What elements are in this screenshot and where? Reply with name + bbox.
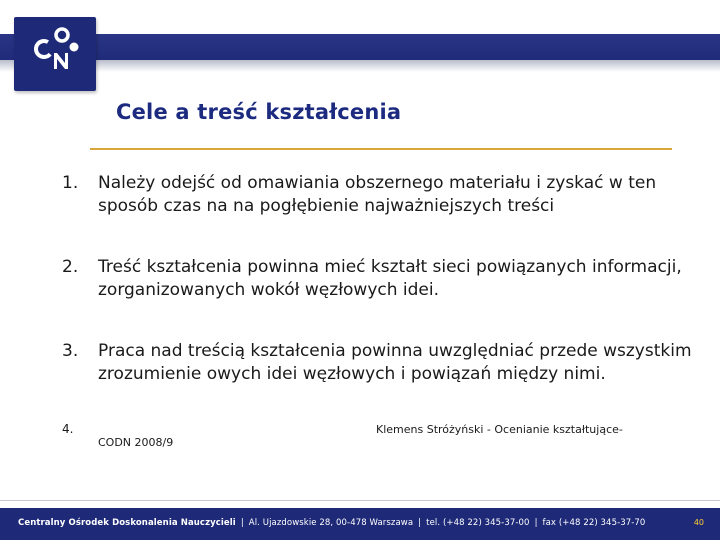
footer-info xyxy=(18,518,645,528)
list-item-number: 3. xyxy=(62,341,79,361)
code-note: CODN 2008/9 xyxy=(98,436,174,449)
list-item-number: 2. xyxy=(62,257,79,277)
page-title: Cele a treść kształcenia xyxy=(116,100,402,124)
footer-separator: | xyxy=(534,518,538,528)
footer-separator: | xyxy=(418,518,422,528)
title-divider xyxy=(90,148,672,150)
footer-org: Centralny Ośrodek Doskonalenia Nauczycieli xyxy=(18,518,236,528)
footer-phone: tel. (+48 22) 345-37-00 xyxy=(426,518,530,528)
author-note: Klemens Stróżyński - Ocenianie kształtujące- xyxy=(376,423,623,436)
list-item-number: 1. xyxy=(62,173,79,193)
footer-divider xyxy=(0,500,720,501)
footer-fax: fax (+48 22) 345-37-70 xyxy=(542,518,646,528)
list-item-number: 4. xyxy=(62,422,74,436)
list-item-text: Treść kształcenia powinna mieć kształt sieci powiązanych informacji, zorganizowanych wokół węzłowych idei. xyxy=(98,257,682,300)
footer-separator: | xyxy=(240,518,244,528)
page-number: 40 xyxy=(693,518,704,527)
list-item-text: Należy odejść od omawiania obszernego materiału i zyskać w ten sposób czas na na pogłębienie najważniejszych treści xyxy=(98,173,657,216)
codn-logo-icon xyxy=(14,17,96,91)
footer-address: Al. Ujazdowskie 28, 00-478 Warszawa xyxy=(248,518,414,528)
footer-band xyxy=(0,508,720,540)
list-item-text: Praca nad treścią kształcenia powinna uwzględniać przede wszystkim zrozumienie owych idei węzłowych i powiązań między nimi. xyxy=(98,341,692,384)
header-shade xyxy=(0,60,720,72)
